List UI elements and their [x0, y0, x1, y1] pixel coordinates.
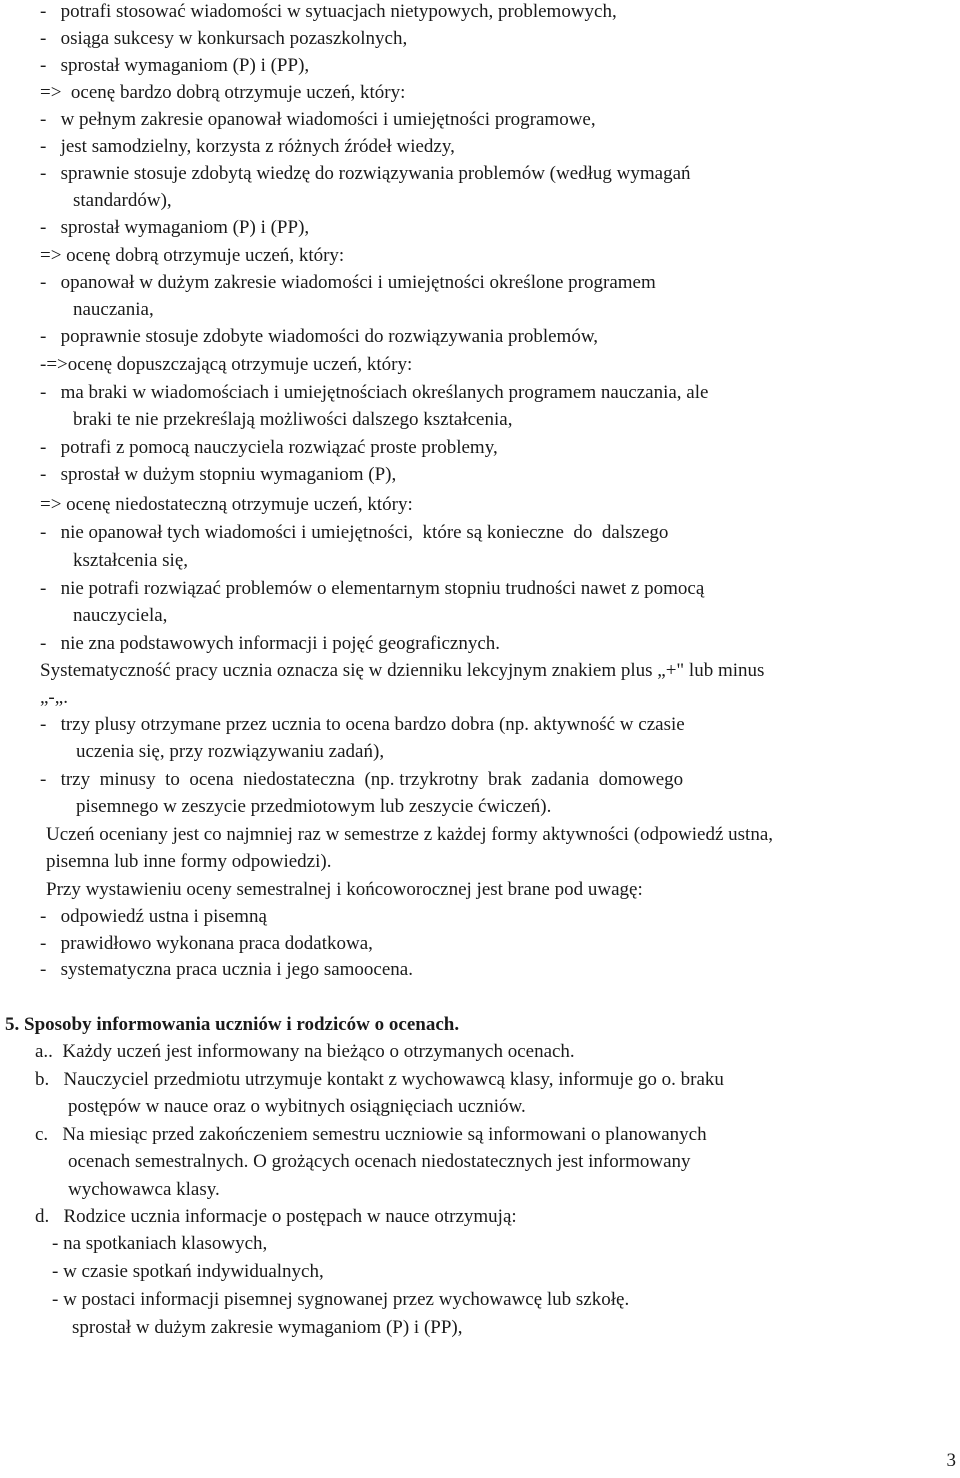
text-line: - w pełnym zakresie opanował wiadomości i umiejętności programowe,: [40, 109, 596, 130]
text-line: - sprostał wymaganiom (P) i (PP),: [40, 217, 310, 238]
text-line: - ma braki w wiadomościach i umiejętnościach określanych programem nauczania, ale: [40, 382, 709, 403]
text-line: sprostał w dużym zakresie wymaganiom (P) i (PP),: [72, 1317, 463, 1338]
text-line: - sprawnie stosuje zdobytą wiedzę do rozwiązywania problemów (według wymagań: [40, 163, 691, 184]
list-item: c. Na miesiąc przed zakończeniem semestru uczniowie są informowani o planowanych: [35, 1124, 707, 1145]
text-line: - nie potrafi rozwiązać problemów o elementarnym stopniu trudności nawet z pomocą: [40, 578, 705, 599]
text-line: Systematyczność pracy ucznia oznacza się w dzienniku lekcyjnym znakiem plus „+" lub minus: [40, 660, 765, 681]
text-line: uczenia się, przy rozwiązywaniu zadań),: [76, 741, 385, 762]
text-line: - sprostał wymaganiom (P) i (PP),: [40, 55, 310, 76]
text-line: ocenach semestralnych. O grożących ocenach niedostatecznych jest informowany: [68, 1151, 691, 1172]
text-line: - trzy minusy to ocena niedostateczna (np. trzykrotny brak zadania domowego: [40, 769, 684, 790]
text-line: Uczeń oceniany jest co najmniej raz w semestrze z każdej formy aktywności (odpowiedź ustna,: [46, 824, 774, 845]
text-line: Przy wystawieniu oceny semestralnej i końcoworocznej jest brane pod uwagę:: [46, 879, 643, 900]
text-line: - prawidłowo wykonana praca dodatkowa,: [40, 933, 373, 954]
section-heading: 5. Sposoby informowania uczniów i rodziców o ocenach.: [5, 1014, 460, 1035]
text-line: wychowawca klasy.: [68, 1179, 220, 1200]
text-line: - w postaci informacji pisemnej sygnowanej przez wychowawcę lub szkołę.: [52, 1289, 630, 1310]
text-line: => ocenę bardzo dobrą otrzymuje uczeń, który:: [40, 82, 406, 103]
text-line: standardów),: [73, 190, 172, 211]
text-line: - potrafi stosować wiadomości w sytuacjach nietypowych, problemowych,: [40, 1, 617, 22]
text-line: => ocenę dobrą otrzymuje uczeń, który:: [40, 245, 345, 266]
text-line: braki te nie przekreślają możliwości dalszego kształcenia,: [73, 409, 513, 430]
text-line: - odpowiedź ustna i pisemną: [40, 906, 267, 927]
text-line: - osiąga sukcesy w konkursach pozaszkolnych,: [40, 28, 408, 49]
text-line: - w czasie spotkań indywidualnych,: [52, 1261, 324, 1282]
text-line: - opanował w dużym zakresie wiadomości i umiejętności określone programem: [40, 272, 656, 293]
text-line: kształcenia się,: [73, 550, 189, 571]
text-line: - poprawnie stosuje zdobyte wiadomości do rozwiązywania problemów,: [40, 326, 599, 347]
text-line: - nie opanował tych wiadomości i umiejętności, które są konieczne do dalszego: [40, 522, 669, 543]
text-line: - sprostał w dużym stopniu wymaganiom (P),: [40, 464, 397, 485]
text-line: pisemnego w zeszycie przedmiotowym lub zeszycie ćwiczeń).: [76, 796, 552, 817]
list-item: d. Rodzice ucznia informacje o postępach w nauce otrzymują:: [35, 1206, 517, 1227]
text-line: - nie zna podstawowych informacji i pojęć geograficznych.: [40, 633, 501, 654]
text-line: - systematyczna praca ucznia i jego samoocena.: [40, 959, 413, 980]
page-number: 3: [946, 1450, 956, 1471]
list-item: b. Nauczyciel przedmiotu utrzymuje kontakt z wychowawcą klasy, informuje go o. braku: [35, 1069, 724, 1090]
text-line: - trzy plusy otrzymane przez ucznia to ocena bardzo dobra (np. aktywność w czasie: [40, 714, 685, 735]
text-line: - potrafi z pomocą nauczyciela rozwiązać proste problemy,: [40, 437, 498, 458]
text-line: pisemna lub inne formy odpowiedzi).: [46, 851, 332, 872]
text-line: „-„.: [40, 687, 68, 708]
text-line: - na spotkaniach klasowych,: [52, 1233, 268, 1254]
text-line: nauczania,: [73, 299, 154, 320]
text-line: => ocenę niedostateczną otrzymuje uczeń, który:: [40, 494, 413, 515]
text-line: -=>ocenę dopuszczającą otrzymuje uczeń, który:: [40, 354, 413, 375]
text-line: postępów w nauce oraz o wybitnych osiągnięciach uczniów.: [68, 1096, 526, 1117]
text-line: - jest samodzielny, korzysta z różnych źródeł wiedzy,: [40, 136, 455, 157]
list-item: a.. Każdy uczeń jest informowany na bieżąco o otrzymanych ocenach.: [35, 1041, 575, 1062]
text-line: nauczyciela,: [73, 605, 168, 626]
